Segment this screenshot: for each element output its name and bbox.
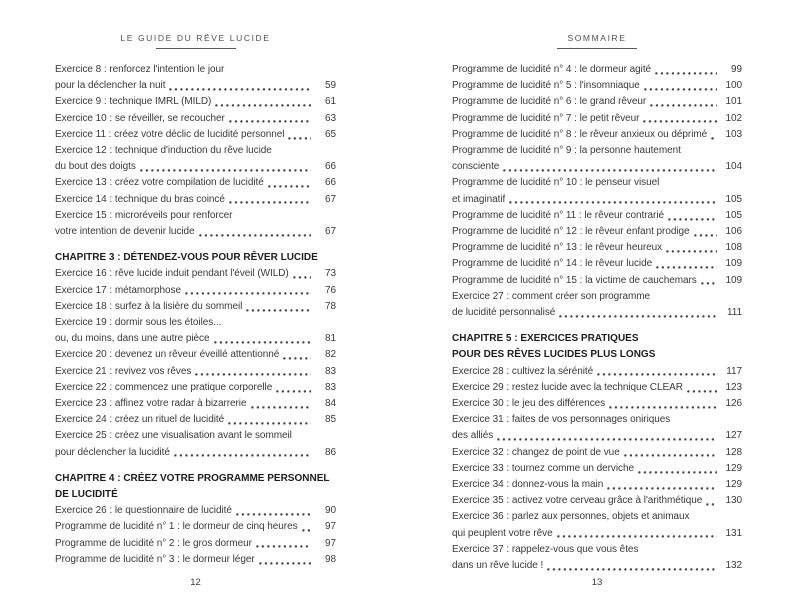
dot-leader — [701, 282, 717, 285]
toc-line — [55, 208, 336, 224]
page-ref: 73 — [324, 268, 336, 280]
entry-text: Programme de lucidité n° 2 : le gros dormeur — [55, 537, 252, 549]
toc-entry — [55, 175, 336, 191]
toc-line — [452, 428, 742, 444]
chapter-title-text: CHAPITRE 5 : EXERCICES PRATIQUES — [452, 333, 639, 345]
dot-leader — [236, 513, 311, 516]
toc-line — [452, 127, 742, 143]
toc-entry — [55, 396, 336, 412]
dot-leader — [288, 137, 311, 140]
toc-line — [452, 240, 742, 256]
toc-line — [452, 224, 742, 240]
dot-leader — [694, 234, 717, 237]
toc-entry — [55, 299, 336, 315]
toc-line — [55, 143, 336, 159]
toc-line — [452, 558, 742, 574]
page-ref: 104 — [725, 161, 742, 173]
toc-entry — [55, 127, 336, 143]
entry-text: Exercice 36 : parlez aux personnes, objets et animaux — [452, 511, 690, 523]
entry-text: Programme de lucidité n° 7 : le petit rêveur — [452, 112, 640, 124]
page-ref: 78 — [324, 300, 336, 312]
running-header-text: LE GUIDE DU RÊVE LUCIDE — [120, 33, 271, 43]
toc-entry — [452, 224, 742, 240]
entry-text: Exercice 34 : donnez-vous la main — [452, 479, 604, 491]
dot-leader — [711, 137, 717, 140]
entry-text: Exercice 32 : changez de point de vue — [452, 446, 620, 458]
entry-text: Exercice 16 : rêve lucide induit pendant l'éveil (WILD) — [55, 268, 289, 280]
dot-leader — [547, 568, 717, 571]
entry-text: Exercice 30 : le jeu des différences — [452, 398, 606, 410]
chapter-heading — [452, 331, 742, 363]
toc-line — [55, 347, 336, 363]
dot-leader — [259, 562, 311, 565]
page-ref: 131 — [725, 527, 742, 539]
running-header-text: SOMMAIRE — [567, 33, 627, 43]
toc-entry — [55, 519, 336, 535]
toc-entry — [55, 503, 336, 519]
toc-line — [55, 127, 336, 143]
dot-leader — [656, 266, 717, 269]
toc-entry — [55, 347, 336, 363]
entry-text: Exercice 20 : devenez un rêveur éveillé attentionné — [55, 349, 280, 361]
toc-entry — [452, 396, 742, 412]
entry-text: pour déclencher la lucidité — [55, 446, 170, 458]
page-ref: 98 — [324, 553, 336, 565]
page-ref: 86 — [324, 446, 336, 458]
chapter-title-text: POUR DES RÊVES LUCIDES PLUS LONGS — [452, 349, 656, 361]
dot-leader — [644, 88, 717, 91]
page-ref: 61 — [324, 96, 336, 108]
chapter-title-text: CHAPITRE 4 : CRÉEZ VOTRE PROGRAMME PERSONNEL — [55, 472, 330, 484]
toc-entry — [55, 266, 336, 282]
entry-text: Programme de lucidité n° 15 : la victime de cauchemars — [452, 274, 697, 286]
toc-entry — [55, 536, 336, 552]
dot-leader — [609, 406, 717, 409]
running-header-left — [55, 33, 336, 49]
page-ref: 127 — [725, 430, 742, 442]
toc-entry — [452, 289, 742, 321]
page-ref: 111 — [726, 307, 742, 319]
toc-line — [55, 364, 336, 380]
toc-entry — [55, 380, 336, 396]
toc-line — [452, 159, 742, 175]
toc-entry — [452, 445, 742, 461]
entry-text: Exercice 23 : affinez votre radar à bizarrerie — [55, 398, 247, 410]
entry-text: de lucidité personnalisé — [452, 307, 556, 319]
toc-line — [55, 250, 336, 266]
dot-leader — [650, 104, 717, 107]
toc-entry — [452, 542, 742, 574]
toc-line — [452, 412, 742, 428]
toc-line — [55, 224, 336, 240]
toc-line — [55, 175, 336, 191]
toc-line — [452, 289, 742, 305]
page-ref: 65 — [324, 128, 336, 140]
toc-entry — [452, 240, 742, 256]
page-ref: 109 — [725, 274, 742, 286]
toc-entry — [452, 493, 742, 509]
page-ref: 83 — [324, 381, 336, 393]
toc-entry — [452, 380, 742, 396]
page-ref: 97 — [324, 537, 336, 549]
entry-text: Exercice 10 : se réveiller, se recoucher — [55, 112, 225, 124]
toc-entry — [55, 364, 336, 380]
dot-leader — [557, 535, 717, 538]
toc-line — [55, 299, 336, 315]
dot-leader — [195, 373, 311, 376]
entry-text: Exercice 21 : revivez vos rêves — [55, 365, 192, 377]
dot-leader — [185, 292, 311, 295]
dot-leader — [268, 185, 311, 188]
toc-line — [55, 192, 336, 208]
page-ref: 129 — [725, 479, 742, 491]
toc-entry — [55, 208, 336, 240]
entry-text: Exercice 14 : technique du bras coincé — [55, 193, 225, 205]
page-ref: 100 — [725, 80, 742, 92]
toc-line — [452, 542, 742, 558]
chapter-heading — [55, 250, 336, 266]
dot-leader — [174, 454, 311, 457]
toc-entry — [55, 315, 336, 347]
page-ref: 82 — [324, 349, 336, 361]
toc-line — [452, 78, 742, 94]
toc-entry — [55, 283, 336, 299]
dot-leader — [229, 120, 311, 123]
toc-line — [55, 94, 336, 110]
toc-list-right — [452, 62, 742, 574]
toc-line — [452, 62, 742, 78]
toc-entry — [452, 477, 742, 493]
dot-leader — [251, 406, 312, 409]
toc-line — [55, 396, 336, 412]
toc-line — [452, 256, 742, 272]
entry-text: Programme de lucidité n° 11 : le rêveur contrarié — [452, 209, 665, 221]
dot-leader — [229, 201, 311, 204]
toc-line — [452, 175, 742, 191]
dot-leader — [215, 104, 311, 107]
entry-text: Programme de lucidité n° 12 : le rêveur enfant prodige — [452, 226, 690, 238]
page-ref: 105 — [725, 193, 742, 205]
toc-line — [55, 62, 336, 78]
toc-line — [452, 461, 742, 477]
dot-leader — [607, 487, 717, 490]
toc-line — [452, 208, 742, 224]
page-ref: 106 — [725, 226, 742, 238]
dot-leader — [624, 454, 717, 457]
toc-line — [452, 192, 742, 208]
page-ref: 123 — [725, 381, 742, 393]
toc-line — [55, 78, 336, 94]
dot-leader — [228, 422, 311, 425]
toc-entry — [55, 192, 336, 208]
entry-text: Exercice 37 : rappelez-vous que vous êtes — [452, 543, 639, 555]
toc-entry — [452, 412, 742, 444]
toc-entry — [452, 94, 742, 110]
toc-line — [55, 519, 336, 535]
dot-leader — [655, 72, 717, 75]
toc-entry — [55, 62, 336, 94]
entry-text: dans un rêve lucide ! — [452, 560, 544, 572]
folio-page-number-right: 13 — [591, 577, 603, 588]
toc-line — [452, 331, 742, 347]
entry-text: Exercice 12 : technique d'induction du rêve lucide — [55, 145, 272, 157]
dot-leader — [199, 234, 311, 237]
page-ref: 102 — [725, 112, 742, 124]
entry-text: Programme de lucidité n° 10 : le penseur visuel — [452, 177, 660, 189]
entry-text: votre intention de devenir lucide — [55, 226, 195, 238]
toc-entry — [55, 111, 336, 127]
entry-text: des alliés — [452, 430, 494, 442]
dot-leader — [666, 250, 717, 253]
entry-text: Programme de lucidité n° 1 : le dormeur de cinq heures — [55, 521, 298, 533]
entry-text: Programme de lucidité n° 3 : le dormeur léger — [55, 553, 255, 565]
toc-entry — [452, 62, 742, 78]
book-page-right — [452, 0, 742, 606]
chapter-title-text: CHAPITRE 3 : DÉTENDEZ-VOUS POUR RÊVER LUCIDE — [55, 252, 318, 264]
page-ref: 67 — [324, 226, 336, 238]
page-ref: 109 — [725, 258, 742, 270]
toc-line — [55, 315, 336, 331]
toc-entry — [452, 111, 742, 127]
entry-text: Exercice 28 : cultivez la sérénité — [452, 365, 594, 377]
toc-line — [452, 477, 742, 493]
dot-leader — [643, 120, 717, 123]
page-ref: 103 — [725, 128, 742, 140]
entry-text: du bout des doigts — [55, 161, 136, 173]
page-ref: 129 — [725, 462, 742, 474]
dot-leader — [283, 357, 311, 360]
toc-entry — [452, 256, 742, 272]
dot-leader — [509, 201, 717, 204]
toc-line — [55, 331, 336, 347]
toc-line — [452, 493, 742, 509]
dot-leader — [706, 503, 717, 506]
toc-line — [55, 536, 336, 552]
dot-leader — [559, 315, 717, 318]
toc-entry — [55, 412, 336, 428]
toc-line — [55, 552, 336, 568]
entry-text: Programme de lucidité n° 4 : le dormeur agité — [452, 64, 652, 75]
book-page-left — [55, 0, 336, 606]
page-ref: 83 — [324, 365, 336, 377]
toc-entry — [452, 509, 742, 541]
entry-text: Exercice 8 : renforcez l'intention le jour — [55, 64, 225, 75]
toc-line — [452, 143, 742, 159]
dot-leader — [597, 373, 717, 376]
entry-text: Programme de lucidité n° 6 : le grand rêveur — [452, 96, 647, 108]
page-ref: 81 — [324, 333, 336, 345]
page-ref: 126 — [725, 398, 742, 410]
toc-line — [452, 94, 742, 110]
toc-entry — [452, 78, 742, 94]
page-ref: 108 — [725, 242, 742, 254]
entry-text: Programme de lucidité n° 14 : le rêveur lucide — [452, 258, 653, 270]
toc-line — [452, 526, 742, 542]
page-ref: 90 — [324, 505, 336, 517]
entry-text: consciente — [452, 161, 500, 173]
entry-text: Exercice 31 : faites de vos personnages oniriques — [452, 414, 671, 426]
toc-line — [55, 159, 336, 175]
toc-entry — [452, 461, 742, 477]
toc-line — [55, 380, 336, 396]
dot-leader — [687, 390, 717, 393]
toc-entry — [55, 552, 336, 568]
entry-text: Exercice 9 : technique IMRL (MILD) — [55, 96, 212, 108]
entry-text: Exercice 27 : comment créer son programme — [452, 290, 651, 302]
toc-line — [55, 412, 336, 428]
toc-line — [55, 445, 336, 461]
header-rule — [557, 48, 637, 49]
dot-leader — [169, 88, 311, 91]
toc-line — [452, 396, 742, 412]
page-ref: 128 — [725, 446, 742, 458]
dot-leader — [140, 169, 311, 172]
page-ref: 97 — [324, 521, 336, 533]
toc-line — [55, 111, 336, 127]
entry-text: Exercice 35 : activez votre cerveau grâce à l'arithmétique — [452, 495, 703, 507]
toc-line — [452, 111, 742, 127]
dot-leader — [302, 529, 311, 532]
page-ref: 66 — [324, 177, 336, 189]
toc-entry — [452, 127, 742, 143]
entry-text: Exercice 26 : le questionnaire de lucidité — [55, 505, 232, 517]
toc-entry — [452, 208, 742, 224]
toc-line — [55, 283, 336, 299]
toc-line — [55, 266, 336, 282]
entry-text: Exercice 24 : créez un rituel de lucidité — [55, 414, 225, 426]
page-ref: 101 — [725, 96, 742, 108]
entry-text: Exercice 29 : restez lucide avec la technique CLEAR — [452, 381, 683, 393]
page-ref: 132 — [725, 560, 742, 572]
page-ref: 130 — [725, 495, 742, 507]
entry-text: Programme de lucidité n° 8 : le rêveur anxieux ou déprimé — [452, 128, 708, 140]
page-ref: 59 — [324, 80, 336, 92]
toc-line — [55, 487, 336, 503]
header-rule — [156, 48, 236, 49]
entry-text: Exercice 19 : dormir sous les étoiles... — [55, 317, 222, 329]
page-ref: 66 — [324, 161, 336, 173]
toc-line — [55, 471, 336, 487]
entry-text: pour la déclencher la nuit — [55, 80, 166, 92]
dot-leader — [668, 218, 717, 221]
dot-leader — [497, 438, 717, 441]
entry-text: Programme de lucidité n° 5 : l'insomniaque — [452, 80, 640, 92]
chapter-heading — [55, 471, 336, 503]
toc-line — [452, 273, 742, 289]
entry-text: Programme de lucidité n° 13 : le rêveur heureux — [452, 242, 663, 254]
entry-text: Exercice 13 : créez votre compilation de lucidité — [55, 177, 264, 189]
toc-line — [452, 347, 742, 363]
entry-text: ou, du moins, dans une autre pièce — [55, 333, 210, 345]
page-ref: 117 — [726, 365, 742, 377]
dot-leader — [214, 341, 311, 344]
toc-line — [452, 364, 742, 380]
toc-entry — [452, 143, 742, 175]
running-header-right — [452, 33, 742, 49]
page-ref: 99 — [730, 64, 742, 75]
toc-entry — [55, 94, 336, 110]
toc-entry — [452, 364, 742, 380]
folio-page-number-left: 12 — [190, 577, 201, 588]
toc-line — [55, 428, 336, 444]
dot-leader — [276, 390, 311, 393]
entry-text: Exercice 17 : métamorphose — [55, 284, 181, 296]
dot-leader — [246, 309, 311, 312]
entry-text: Exercice 18 : surfez à la lisière du sommeil — [55, 300, 243, 312]
page-ref: 84 — [324, 398, 336, 410]
page-ref: 63 — [324, 112, 336, 124]
toc-line — [452, 509, 742, 525]
entry-text: Exercice 33 : tournez comme un derviche — [452, 462, 635, 474]
entry-text: Exercice 15 : microréveils pour renforcer — [55, 209, 233, 221]
dot-leader — [503, 169, 717, 172]
dot-leader — [293, 276, 311, 279]
toc-line — [55, 503, 336, 519]
toc-line — [452, 305, 742, 321]
chapter-title-text: DE LUCIDITÉ — [55, 489, 118, 501]
entry-text: Programme de lucidité n° 9 : la personne hautement — [452, 145, 681, 157]
page-ref: 105 — [725, 209, 742, 221]
toc-entry — [452, 175, 742, 207]
dot-leader — [256, 545, 311, 548]
toc-line — [452, 380, 742, 396]
toc-line — [452, 445, 742, 461]
page-ref: 76 — [324, 284, 336, 296]
dot-leader — [638, 471, 717, 474]
entry-text: Exercice 22 : commencez une pratique corporelle — [55, 381, 273, 393]
entry-text: Exercice 25 : créez une visualisation avant le sommeil — [55, 430, 292, 442]
toc-list-left — [55, 62, 336, 568]
entry-text: et imaginatif — [452, 193, 506, 205]
page-ref: 67 — [324, 193, 336, 205]
entry-text: qui peuplent votre rêve — [452, 527, 553, 539]
entry-text: Exercice 11 : créez votre déclic de lucidité personnel — [55, 128, 285, 140]
toc-entry — [55, 143, 336, 175]
toc-entry — [452, 273, 742, 289]
page-ref: 85 — [324, 414, 336, 426]
toc-entry — [55, 428, 336, 460]
